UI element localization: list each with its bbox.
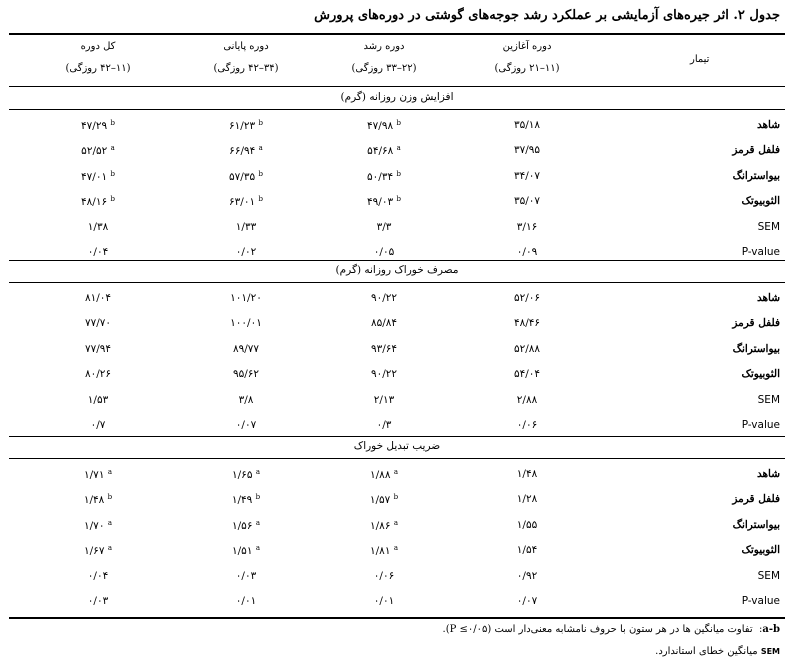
cell-value: ۳۵/۰۷: [513, 195, 541, 208]
cell-value: ۶۱/۲۳: [229, 120, 256, 132]
cell-value: ۳/۱۶: [516, 220, 538, 233]
table-cell: [88, 394, 108, 406]
section-title-rule: [9, 458, 785, 459]
top-rule: [9, 33, 785, 35]
table-cell: [514, 292, 540, 304]
significance-letter: b: [258, 195, 263, 204]
cell-value: ۸۱/۰۴: [84, 292, 112, 304]
cell-value: ۹۳/۶۴: [370, 342, 398, 355]
table-cell: [367, 119, 401, 132]
table-cell: [232, 519, 260, 532]
footnote-sem: [655, 646, 780, 657]
table-cell: [371, 368, 397, 380]
cell-value: ۶۶/۹۴: [229, 145, 256, 158]
table-cell: [514, 317, 540, 329]
cell-value: ۱/۵۱: [232, 545, 253, 558]
cell-value: ۱/۴۸: [516, 468, 538, 480]
significance-letter: b: [258, 169, 263, 178]
table-cell: [371, 317, 397, 329]
cell-value: ۳۵/۱۸: [513, 119, 541, 131]
cell-value: ۰/۷: [90, 419, 106, 431]
table-cell: [517, 570, 537, 582]
table-cell: [517, 519, 537, 531]
cell-value: ۱/۷۰: [84, 519, 105, 532]
table-cell: [517, 493, 537, 505]
table-cell: [370, 493, 398, 506]
row-label: شاهد: [756, 292, 780, 304]
table-cell: [88, 570, 108, 582]
cell-value: ۱/۸۶: [370, 519, 391, 532]
table-cell: [239, 394, 254, 406]
table-cell: [84, 544, 112, 557]
cell-value: ۵۷/۳۵: [229, 170, 256, 183]
period-starter-name: دوره آغازین: [502, 41, 552, 52]
table-cell: [81, 195, 115, 208]
section-title-rule: [9, 282, 785, 283]
row-label: P-value: [741, 419, 780, 431]
table-cell: [84, 519, 112, 532]
cell-value: ۴۸/۱۶: [81, 196, 108, 209]
table-cell: [236, 595, 256, 607]
table-cell: [233, 368, 259, 380]
table-cell: [236, 221, 256, 233]
significance-letter: a: [255, 518, 260, 527]
table-cell: [91, 419, 106, 431]
cell-value: ۰/۳: [376, 419, 392, 431]
cell-value: ۳/۳: [376, 220, 392, 233]
row-label: فلفل قرمز: [732, 144, 780, 157]
table-cell: [81, 144, 115, 157]
row-label: بیواسترانگ: [732, 169, 780, 182]
table-cell: [367, 144, 401, 157]
table-cell: [232, 493, 260, 506]
table-cell: [374, 570, 394, 582]
row-label: فلفل قرمز: [732, 493, 780, 506]
cell-value: ۳۴/۰۷: [513, 169, 541, 182]
significance-letter: b: [396, 169, 401, 178]
row-label: شاهد: [756, 119, 780, 131]
table-cell: [517, 246, 537, 258]
cell-value: ۸۹/۷۷: [232, 342, 260, 355]
table-cell: [377, 419, 392, 431]
cell-value: ۱۰۱/۲۰: [230, 292, 262, 304]
table-cell: [229, 144, 263, 157]
significance-letter: a: [258, 144, 263, 153]
period-grower-range: (۲۲–۳۳ روزگی): [351, 63, 417, 74]
table-cell: [88, 595, 108, 607]
significance-letter: a: [396, 144, 401, 153]
section-title: ضریب تبدیل خوراک: [353, 440, 441, 452]
cell-value: ۵۴/۶۸: [367, 145, 394, 158]
table-cell: [229, 119, 263, 132]
significance-letter: a: [107, 518, 112, 527]
table-cell: [367, 195, 401, 208]
table-cell: [81, 119, 115, 132]
significance-letter: b: [110, 195, 115, 204]
cell-value: ۸۵/۸۴: [370, 317, 398, 330]
footnote-sem-key: SEM: [760, 647, 780, 656]
row-label: الثوبیوتک: [741, 368, 780, 381]
table-cell: [514, 170, 540, 182]
cell-value: ۱/۴۹: [231, 494, 253, 507]
table-cell: [81, 170, 115, 183]
table-cell: [232, 468, 260, 481]
significance-letter: b: [110, 119, 115, 127]
cell-value: ۰/۹۲: [516, 569, 538, 582]
table-cell: [514, 144, 540, 156]
cell-value: ۴۸/۴۶: [513, 317, 541, 330]
footnote-ab-key: a-b: [762, 624, 780, 635]
cell-value: ۳/۸: [238, 393, 254, 406]
cell-value: ۹۰/۲۲: [370, 368, 398, 381]
table-cell: [236, 570, 256, 582]
cell-value: ۰/۰۶: [516, 419, 538, 431]
cell-value: ۰/۰۳: [235, 569, 257, 582]
cell-value: ۶۳/۰۱: [229, 196, 256, 209]
row-label: SEM: [757, 569, 780, 582]
section-title: افزایش وزن روزانه (گرم): [340, 91, 454, 103]
cell-value: ۹۰/۲۲: [370, 292, 398, 304]
table-title: جدول ۲. اثر جیره‌های آزمایشی بر عملکرد رشد جوجه‌های گوشتی در دوره‌های پرورش: [314, 8, 780, 23]
row-label: فلفل قرمز: [732, 317, 780, 330]
cell-value: ۴۷/۹۸: [367, 120, 394, 132]
cell-value: ۱/۶۷: [84, 545, 105, 558]
significance-letter: a: [393, 544, 398, 553]
table-cell: [229, 195, 263, 208]
significance-letter: a: [393, 518, 398, 527]
header-rule: [9, 86, 785, 87]
cell-value: ۲/۱۳: [373, 393, 395, 406]
period-starter-range: (۱۱–۲۱ روزگی): [494, 63, 560, 74]
significance-letter: a: [110, 144, 115, 153]
cell-value: ۱/۳۸: [87, 220, 109, 233]
significance-letter: a: [255, 468, 260, 476]
cell-value: ۵۲/۸۸: [513, 342, 541, 355]
table-cell: [88, 221, 108, 233]
significance-letter: a: [107, 544, 112, 553]
table-cell: [370, 544, 398, 557]
cell-value: ۰/۰۲: [235, 246, 257, 258]
row-label: SEM: [757, 220, 780, 233]
cell-value: ۷۷/۹۴: [84, 342, 112, 355]
table-cell: [370, 519, 398, 532]
table-cell: [377, 221, 392, 233]
significance-letter: b: [107, 493, 113, 502]
table-cell: [517, 394, 537, 406]
cell-value: ۱/۵۴: [516, 544, 538, 557]
table-cell: [229, 170, 263, 183]
table-cell: [514, 368, 540, 380]
cell-value: ۱/۵۷: [369, 494, 391, 507]
treatment-header: تیمار: [690, 54, 710, 65]
row-label: بیواسترانگ: [732, 342, 780, 355]
significance-letter: b: [396, 119, 401, 127]
footnote-sem-text: میانگین خطای استاندارد.: [655, 646, 758, 657]
cell-value: ۸۰/۲۶: [84, 368, 112, 381]
cell-value: ۰/۰۱: [235, 595, 257, 607]
cell-value: ۴۷/۲۹: [81, 120, 108, 132]
period-finisher-name: دوره پایانی: [223, 41, 269, 52]
table-cell: [84, 468, 112, 481]
table-cell: [85, 292, 111, 304]
cell-value: ۱/۵۵: [516, 518, 538, 531]
cell-value: ۱/۲۸: [516, 493, 538, 506]
cell-value: ۴۹/۰۳: [367, 196, 394, 209]
table-cell: [374, 595, 394, 607]
cell-value: ۵۰/۳۴: [367, 170, 394, 183]
table-cell: [367, 170, 401, 183]
table-cell: [517, 468, 537, 480]
cell-value: ۰/۰۷: [516, 595, 538, 607]
footnote-ab-text: تفاوت میانگین ها در هر ستون با حروف نامشابه معنی‌دار است (P ≤۰/۰۵).: [442, 624, 753, 635]
cell-value: ۱۰۰/۰۱: [230, 317, 262, 330]
row-label: P-value: [741, 595, 780, 607]
row-label: شاهد: [756, 468, 780, 480]
table-cell: [85, 368, 111, 380]
cell-value: ۱/۷۱: [84, 469, 105, 481]
table-cell: [514, 343, 540, 355]
significance-letter: b: [110, 169, 115, 178]
table-cell: [517, 595, 537, 607]
significance-letter: b: [258, 119, 263, 127]
table-cell: [514, 195, 540, 207]
table-cell: [236, 246, 256, 258]
significance-letter: a: [393, 468, 398, 476]
period-total-name: کل دوره: [80, 41, 116, 52]
cell-value: ۰/۰۴: [87, 569, 109, 582]
cell-value: ۷۷/۷۰: [84, 317, 112, 330]
significance-letter: b: [255, 493, 261, 502]
table-cell: [374, 246, 394, 258]
section-divider: [9, 260, 785, 261]
cell-value: ۰/۰۶: [373, 569, 395, 582]
cell-value: ۰/۰۷: [235, 419, 257, 431]
cell-value: ۱/۳۳: [235, 220, 257, 233]
cell-value: ۳۷/۹۵: [513, 144, 541, 157]
cell-value: ۹۵/۶۲: [232, 368, 260, 381]
cell-value: ۲/۸۸: [516, 393, 538, 406]
cell-value: ۵۲/۵۲: [81, 145, 108, 158]
cell-value: ۴۷/۰۱: [81, 170, 108, 183]
table-cell: [232, 544, 260, 557]
row-label: الثوبیوتک: [741, 544, 780, 557]
cell-value: ۰/۰۳: [87, 595, 109, 607]
table-cell: [371, 292, 397, 304]
section-divider: [9, 436, 785, 437]
period-grower-name: دوره رشد: [363, 41, 405, 52]
table-cell: [517, 221, 537, 233]
table-cell: [230, 292, 262, 304]
section-title: مصرف خوراک روزانه (گرم): [335, 264, 459, 276]
table-cell: [517, 544, 537, 556]
cell-value: ۵۴/۰۴: [513, 368, 541, 381]
significance-letter: a: [107, 468, 112, 476]
significance-letter: a: [255, 544, 260, 553]
footnote-ab: a-b: تفاوت میانگین ها در هر ستون با حروف نامشابه معنی‌دار است (P ≤۰/۰۵).: [442, 624, 780, 635]
row-label: بیواسترانگ: [732, 518, 780, 531]
table-cell: [233, 343, 259, 355]
row-label: SEM: [757, 393, 780, 406]
section-title-rule: [9, 109, 785, 110]
row-label: الثوبیوتک: [741, 195, 780, 208]
cell-value: ۱/۴۸: [83, 494, 105, 507]
table-cell: [371, 343, 397, 355]
table-cell: [88, 246, 108, 258]
cell-value: ۱/۵۶: [232, 519, 253, 532]
cell-value: ۰/۰۹: [516, 246, 538, 258]
period-finisher-range: (۳۴–۴۲ روزگی): [213, 63, 279, 74]
cell-value: ۱/۸۸: [370, 469, 391, 481]
table-cell: [514, 119, 540, 131]
table-cell: [370, 468, 398, 481]
significance-letter: b: [393, 493, 399, 502]
table-cell: [374, 394, 394, 406]
cell-value: ۱/۶۵: [232, 469, 253, 481]
table-cell: [517, 419, 537, 431]
cell-value: ۱/۵۳: [87, 393, 109, 406]
significance-letter: b: [396, 195, 401, 204]
table-cell: [84, 493, 112, 506]
table-cell: [230, 317, 262, 329]
cell-value: ۰/۰۵: [373, 246, 395, 258]
table-cell: [85, 317, 111, 329]
row-label: P-value: [741, 246, 780, 258]
bottom-rule: [9, 617, 785, 619]
cell-value: ۰/۰۴: [87, 246, 109, 258]
cell-value: ۰/۰۱: [373, 595, 395, 607]
table-cell: [85, 343, 111, 355]
cell-value: ۵۲/۰۶: [513, 292, 541, 304]
cell-value: ۱/۸۱: [370, 545, 391, 558]
period-total-range: (۱۱–۴۲ روزگی): [65, 63, 131, 74]
table-cell: [236, 419, 256, 431]
